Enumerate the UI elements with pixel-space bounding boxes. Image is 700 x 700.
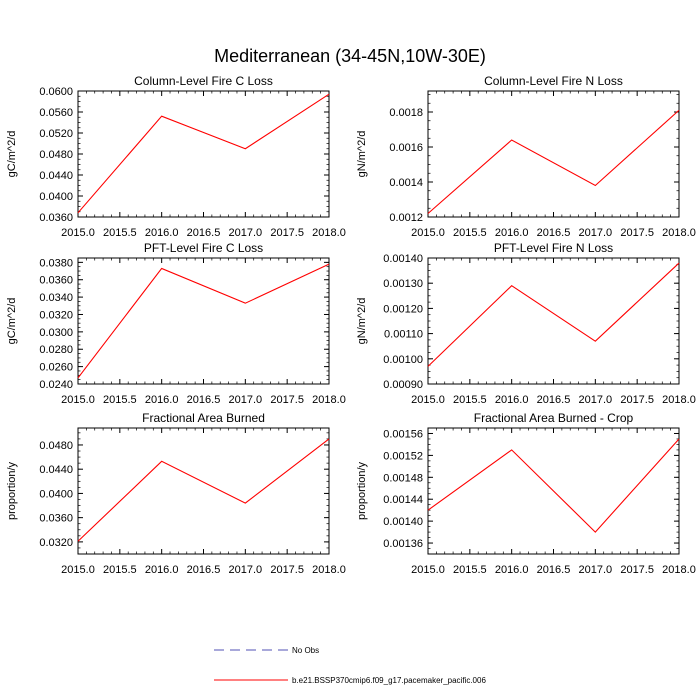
y-tick-label: 0.00140	[383, 253, 423, 265]
x-tick-label: 2018.0	[662, 564, 696, 576]
panel-title: Column-Level Fire N Loss	[484, 74, 623, 88]
y-tick-label: 0.00130	[383, 278, 423, 291]
y-tick-label: 0.00156	[383, 428, 423, 441]
x-tick-label: 2017.5	[270, 394, 304, 406]
x-tick-label: 2015.0	[411, 394, 445, 406]
x-tick-label: 2016.5	[536, 394, 571, 406]
y-axis-label: gN/m^2/d	[356, 130, 368, 178]
x-tick-label: 2016.0	[494, 227, 529, 239]
y-axis-label: gC/m^2/d	[6, 130, 18, 178]
y-axis-label: proportion/y	[356, 461, 368, 521]
y-tick-label: 0.0016	[389, 142, 423, 154]
x-tick-label: 2017.0	[578, 564, 613, 576]
y-tick-label: 0.00100	[383, 353, 423, 366]
y-tick-label: 0.0320	[39, 309, 73, 322]
x-tick-label: 2016.0	[144, 564, 179, 576]
panel-title: Column-Level Fire C Loss	[134, 74, 273, 88]
x-tick-label: 2017.0	[578, 227, 613, 239]
y-tick-label: 0.0520	[39, 128, 73, 140]
x-tick-label: 2017.5	[270, 564, 304, 576]
y-tick-label: 0.00120	[383, 303, 423, 316]
x-tick-label: 2017.0	[228, 564, 263, 576]
y-tick-label: 0.00152	[383, 450, 423, 463]
y-tick-label: 0.0560	[39, 107, 73, 119]
x-tick-label: 2018.0	[662, 394, 696, 406]
y-tick-label: 0.00136	[383, 538, 423, 551]
y-tick-label: 0.0360	[39, 512, 73, 525]
y-tick-label: 0.00140	[383, 516, 423, 529]
x-tick-label: 2016.5	[186, 394, 221, 406]
x-tick-label: 2016.0	[144, 227, 179, 239]
y-tick-label: 0.00148	[383, 472, 423, 485]
figure-title: Mediterranean (34-45N,10W-30E)	[214, 46, 486, 66]
x-tick-label: 2016.0	[494, 394, 529, 406]
x-tick-label: 2016.0	[144, 394, 179, 406]
y-tick-label: 0.0320	[39, 536, 73, 549]
panel-title: PFT-Level Fire C Loss	[143, 241, 264, 255]
x-tick-label: 2015.0	[411, 227, 445, 239]
y-tick-label: 0.0280	[39, 344, 73, 357]
x-tick-label: 2017.0	[228, 227, 263, 239]
x-tick-label: 2015.0	[61, 394, 95, 406]
x-tick-label: 2017.5	[620, 564, 654, 576]
x-tick-label: 2015.0	[61, 564, 95, 576]
y-tick-label: 0.0360	[39, 274, 73, 287]
y-tick-label: 0.0400	[39, 488, 73, 501]
y-tick-label: 0.0360	[39, 212, 73, 224]
y-tick-label: 0.00144	[383, 494, 423, 507]
y-tick-label: 0.00110	[384, 328, 423, 341]
x-tick-label: 2015.5	[453, 564, 487, 576]
panel-title: Fractional Area Burned	[142, 411, 265, 425]
y-tick-label: 0.0600	[39, 86, 73, 98]
y-tick-label: 0.0018	[389, 107, 423, 119]
panel-title: Fractional Area Burned - Crop	[473, 411, 634, 425]
x-tick-label: 2018.0	[312, 227, 346, 239]
x-tick-label: 2018.0	[312, 394, 346, 406]
y-axis-label: gN/m^2/d	[356, 297, 368, 345]
x-tick-label: 2015.0	[61, 227, 95, 239]
x-tick-label: 2015.0	[411, 564, 445, 576]
y-tick-label: 0.0480	[39, 149, 73, 161]
x-tick-label: 2016.5	[536, 564, 571, 576]
x-tick-label: 2015.5	[103, 564, 137, 576]
x-tick-label: 2015.5	[453, 227, 487, 239]
y-axis-label: gC/m^2/d	[6, 297, 18, 345]
x-tick-label: 2016.5	[186, 227, 221, 239]
y-tick-label: 0.00090	[383, 379, 423, 391]
panel-title: PFT-Level Fire N Loss	[493, 241, 614, 255]
y-tick-label: 0.0012	[389, 212, 423, 224]
x-tick-label: 2016.0	[494, 564, 529, 576]
y-tick-label: 0.0260	[39, 361, 73, 374]
y-tick-label: 0.0380	[39, 257, 73, 270]
y-tick-label: 0.0400	[39, 191, 73, 203]
x-tick-label: 2015.5	[103, 227, 137, 239]
x-tick-label: 2017.0	[578, 394, 613, 406]
x-tick-label: 2016.5	[536, 227, 571, 239]
y-tick-label: 0.0300	[39, 326, 73, 339]
x-tick-label: 2015.5	[103, 394, 137, 406]
legend-no-obs-label: No Obs	[292, 646, 320, 655]
x-tick-label: 2018.0	[312, 564, 346, 576]
x-tick-label: 2017.5	[620, 227, 654, 239]
x-tick-label: 2015.5	[453, 394, 487, 406]
y-axis-label: proportion/y	[6, 461, 18, 521]
y-tick-label: 0.0340	[39, 292, 73, 305]
y-tick-label: 0.0240	[39, 379, 73, 391]
x-tick-label: 2017.5	[620, 394, 654, 406]
y-tick-label: 0.0440	[39, 170, 73, 182]
x-tick-label: 2016.5	[186, 564, 221, 576]
x-tick-label: 2017.5	[270, 227, 304, 239]
y-tick-label: 0.0480	[39, 439, 73, 452]
y-tick-label: 0.0440	[39, 464, 73, 477]
legend-series-label: b.e21.BSSP370cmip6.f09_g17.pacemaker_pacific.006	[292, 676, 486, 685]
y-tick-label: 0.0014	[389, 177, 423, 189]
x-tick-label: 2017.0	[228, 394, 263, 406]
x-tick-label: 2018.0	[662, 227, 696, 239]
